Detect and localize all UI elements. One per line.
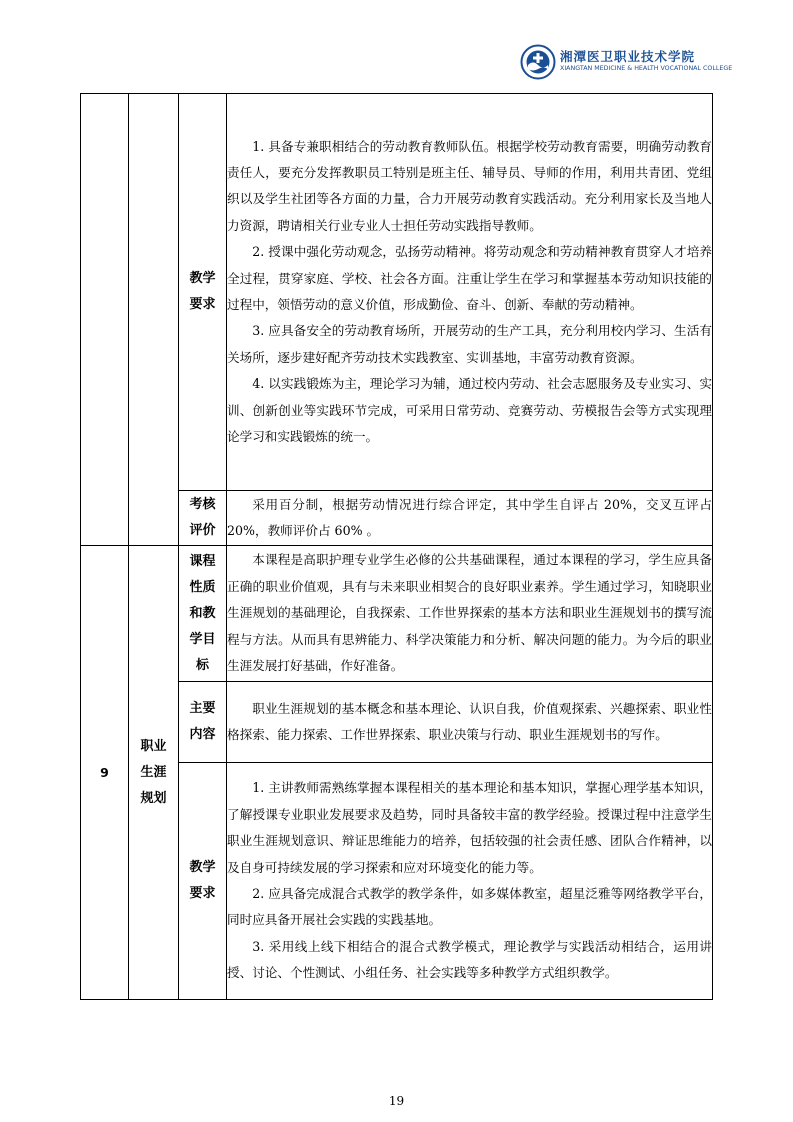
table-row-career-nature: [81, 546, 713, 682]
course-nature-label: 课程 性质 和教 学目 标: [179, 546, 227, 682]
teaching-req-content: [227, 94, 713, 491]
paragraph: 2. 应具备完成混合式教学的教学条件，如多媒体教室，超星泛雅等网络教学平台，同时应具备开展社会实践的实践基地。: [227, 886, 712, 928]
school-emblem-icon: [520, 44, 556, 80]
teaching-req-label: 教学 要求: [179, 763, 227, 1000]
paragraph: 3. 应具备安全的劳动教育场所，开展劳动的生产工具，充分利用校内学习、生活有关场所，逐步建好配齐劳动技术实践教室、实训基地，丰富劳动教育资源。: [227, 323, 712, 365]
course-nature-content: [227, 546, 713, 682]
main-content-content: [227, 682, 713, 763]
assessment-label: 考核 评价: [179, 491, 227, 546]
paragraph: 1. 具备专兼职相结合的劳动教育教师队伍。根据学校劳动教育需要，明确劳动教育责任人，要充分发挥教职员工特别是班主任、辅导员、导师的作用，利用共青团、党组织以及学生社团等各方面的力量，合力开展劳动教育实践活动。充分利用家长及当地人力资源，聘请相关行业专业人士担任劳动实践指导教师。: [227, 138, 712, 233]
paragraph: 本课程是高职护理专业学生必修的公共基础课程，通过本课程的学习，学生应具备正确的职业价值观，具有与未来职业相契合的良好职业素养。学生通过学习，知晓职业生涯规划的基础理论，自我探索、工作世界探索的基本方法和职业生涯规划书的撰写流程与方法。从而具有思辨能力、科学决策能力和分析、解决问题的能力。为今后的职业生涯发展打好基础，作好准备。: [227, 552, 712, 674]
course-name: 职业 生涯 规划: [129, 546, 179, 1000]
curriculum-table: [80, 93, 713, 1000]
paragraph: 1. 主讲教师需熟练掌握本课程相关的基本理论和基本知识，掌握心理学基本知识，了解授课专业职业发展要求及趋势，同时具备较丰富的教学经验。授课过程中注意学生职业生涯规划意识、辩证思维能力的培养，包括较强的社会责任感、团队合作精神，以及自身可持续发展的学习探索和应对环境变化的能力等。: [227, 780, 712, 875]
school-name-cn: 湘潭医卫职业技术学院: [560, 49, 696, 64]
main-content-label: 主要 内容: [179, 682, 227, 763]
paragraph: 4. 以实践锻炼为主，理论学习为辅，通过校内劳动、社会志愿服务及专业实习、实训、创新创业等实践环节完成，可采用日常劳动、竞赛劳动、劳模报告会等方式实现理论学习和实践锻炼的统一。: [227, 376, 712, 445]
course-number: 9: [81, 546, 129, 1000]
page-number: 19: [388, 1094, 405, 1108]
teaching-req-label: 教学 要求: [179, 94, 227, 491]
paragraph: 2. 授课中强化劳动观念，弘扬劳动精神。将劳动观念和劳动精神教育贯穿人才培养全过程，贯穿家庭、学校、社会各方面。注重让学生在学习和掌握基本劳动知识技能的过程中，领悟劳动的意义价值，形成勤俭、奋斗、创新、奉献的劳动精神。: [227, 244, 712, 312]
table-row-labor-teaching-req: [81, 94, 713, 491]
course-name-cell-empty: [129, 94, 179, 546]
assessment-content: [227, 491, 713, 546]
school-logo: [520, 44, 733, 84]
teaching-req-content: [227, 763, 713, 1000]
paragraph: 采用百分制，根据劳动情况进行综合评定，其中学生自评占 20%，交叉互评占 20%，教师评价占 60% 。: [227, 496, 712, 538]
paragraph: 3. 采用线上线下相结合的混合式教学模式，理论教学与实践活动相结合，运用讲授、讨论、个性测试、小组任务、社会实践等多种教学方式组织教学。: [227, 938, 712, 981]
number-cell-empty: [81, 94, 129, 546]
paragraph: 职业生涯规划的基本概念和基本理论、认识自我，价值观探索、兴趣探索、职业性格探索、能力探索、工作世界探索、职业决策与行动、职业生涯规划书的写作。: [227, 700, 712, 742]
school-name-en: XIANGTAN MEDICINE & HEALTH VOCATIONAL COLLEGE: [560, 65, 733, 72]
